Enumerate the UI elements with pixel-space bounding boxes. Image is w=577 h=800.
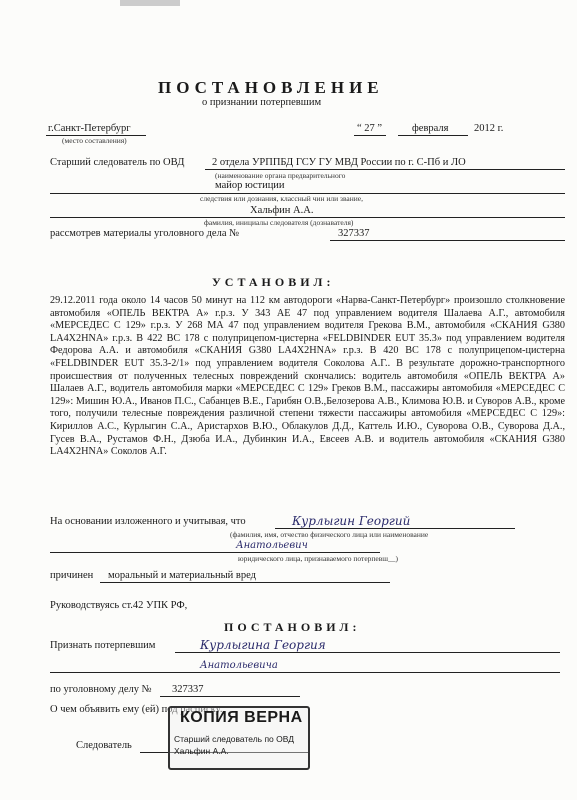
document-title: ПОСТАНОВЛЕНИЕ (158, 78, 384, 97)
copy-stamp (168, 706, 310, 770)
date-year: 2012 г. (474, 123, 504, 134)
date-month-line (398, 135, 468, 136)
established-text: 29.12.2011 года около 14 часов 50 минут на 112 км автодороги «Нарва-Санкт-Петербург» произошло столкновение автомобиля «ОПЕЛЬ ВЕКТРА А» г.р.з. У 343 АЕ 47 под управлением водителя Шалаева А.Г., автомобиля «МЕРСЕДЕС С 129» г.р.з. У 268 МА 47 под управлением водителя Грекова В.М., автомобиля «СКАНИЯ G380 LA4X2HNA» г.р.з. В 422 ВС 178 с полуприцепом-цистерна «FELDBINDER EUT 35.3» под управлением водителя Федорова А.А. и автомобиля «СКАНИЯ G380 LA4X2HNA» г.р.з. В 420 ВС 178 с полуприцепом-цистерна «FELDBINDER EUT 35.3-2/1» под управлением водителя Соколова А.Г.. В результате дорожно-транспортного происшествия от полученных телесных повреждений скончались: водитель автомобиля «ОПЕЛЬ ВЕКТРА А» Шалаев А.Г., водитель автомобиля марки «МЕРСЕДЕС С 129» Греков В.М., пассажиры автомобиля «МЕРСЕДЕС С 129»: Мишин Ю.А., Иванов П.С., Сабанцев В.Е., Гарибян О.В.,Белозерова А.В., Климова Ю.В. и Суворов А.В., кроме того, получили телесные повреждения различной степени тяжести пассажиры автомобиля «МЕРСЕДЕС С 129»: Кириллов А.С., Курлыгин С.А., Аристархов В.Ю., Облакулов Д.Д., Каттель И.Ю., Суворова О.В., Суворова Д.А., Гусев В.А., Рустамов Ф.Н., Дзюба И.А., Дубинкин И.А., Евсеев А.В. и водитель автомобиля «СКАНИЯ G380 LA4X2HNA» Соколов А.Г. (50, 295, 565, 458)
recognize-line-2 (50, 672, 560, 673)
announce-text: О чем объявить ему (ей) под расписку. (50, 704, 223, 715)
investigator-org: 2 отдела УРППБД ГСУ ГУ МВД России по г. С-Пб и ЛО (212, 157, 466, 168)
criminal-case-line (160, 696, 300, 697)
date-day: “ 27 ” (357, 123, 383, 134)
cause-value: моральный и материальный вред (108, 570, 256, 581)
stamp-line-2: Хальфин А.А. (174, 746, 229, 756)
victim-line-1 (275, 528, 515, 529)
established-heading: УСТАНОВИЛ: (212, 275, 335, 289)
stamp-line-1: Старший следователь по ОВД (174, 734, 295, 744)
document-subtitle: о признании потерпевшим (202, 97, 322, 108)
investigator-sign-label: Следователь (76, 740, 132, 751)
victim-line-2 (50, 552, 380, 553)
guided-text: Руководствуясь ст.42 УПК РФ, (50, 600, 188, 611)
cause-label: причинен (50, 570, 94, 581)
investigator-org-line (205, 169, 565, 170)
recognize-handwritten-2: Анатольевича (200, 660, 278, 671)
case-number: 327337 (338, 228, 370, 239)
date-day-line (354, 135, 386, 136)
recognize-handwritten-1: Курлыгина Георгия (200, 638, 326, 652)
case-label: рассмотрев материалы уголовного дела № (50, 228, 240, 239)
place: г.Санкт-Петербург (48, 123, 131, 134)
criminal-case-number: 327337 (172, 684, 204, 695)
stamp-title: КОПИЯ ВЕРНА (180, 709, 303, 726)
investigator-label: Старший следователь по ОВД (50, 157, 185, 168)
victim-handwritten-1: Курлыгин Георгий (292, 514, 411, 528)
org-caption-1: (наименование органа предварительного (215, 171, 346, 180)
rank: майор юстиции (215, 180, 285, 191)
case-line (330, 240, 565, 241)
recognize-label: Признать потерпевшим (50, 640, 156, 651)
recognize-line-1 (175, 652, 560, 653)
place-caption: (место составления) (62, 136, 127, 145)
date-month: февраля (412, 123, 449, 134)
investigator-name: Хальфин А.А. (250, 205, 314, 216)
tape-strip (120, 0, 180, 6)
cause-line (100, 582, 390, 583)
criminal-case-label: по уголовному делу № (50, 684, 152, 695)
name-caption: фамилия, инициалы следователя (дознавателя) (204, 218, 354, 227)
victim-handwritten-2: Анатольевич (236, 540, 308, 551)
resolved-heading: ПОСТАНОВИЛ: (224, 620, 361, 634)
basis-label: На основании изложенного и учитывая, что (50, 516, 246, 527)
basis-caption-2: юридического лица, признаваемого потерпевш__) (238, 554, 399, 563)
basis-caption-1: (фамилия, имя, отчество физического лица или наименование (230, 530, 429, 539)
org-caption-2: следствия или дознания, классный чин или звание, (200, 194, 363, 203)
